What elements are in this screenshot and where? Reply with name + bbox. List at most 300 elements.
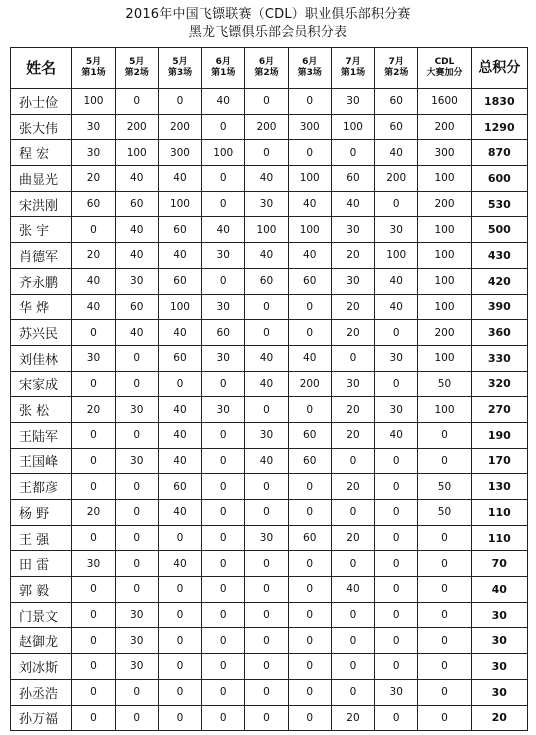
- round-score-cell: 40: [245, 371, 288, 397]
- round-score-cell: 0: [375, 525, 418, 551]
- round-score-cell: 30: [331, 371, 374, 397]
- round-score-cell: 30: [115, 268, 158, 294]
- round-score-cell: 0: [72, 474, 115, 500]
- round-score-cell: 0: [375, 602, 418, 628]
- round-score-cell: 0: [375, 705, 418, 731]
- round-score-cell: 0: [375, 474, 418, 500]
- round-score-cell: 40: [158, 500, 201, 526]
- round-score-cell: 100: [331, 114, 374, 140]
- round-score-cell: 0: [202, 371, 245, 397]
- round-score-cell: 60: [158, 474, 201, 500]
- round-score-cell: 0: [288, 602, 331, 628]
- table-row: [11, 114, 528, 140]
- round-score-cell: 0: [202, 268, 245, 294]
- player-name: 刘冰斯: [11, 654, 72, 680]
- total-score-cell: 30: [471, 628, 527, 654]
- table-row: [11, 422, 528, 448]
- round-score-cell: 200: [245, 114, 288, 140]
- player-name: 王都彦: [11, 474, 72, 500]
- table-row: [11, 89, 528, 115]
- round-score-cell: 0: [375, 191, 418, 217]
- round-score-cell: 0: [158, 654, 201, 680]
- round-score-cell: 30: [115, 448, 158, 474]
- cdl-bonus-cell: 100: [418, 345, 471, 371]
- round-score-cell: 0: [115, 500, 158, 526]
- round-score-cell: 40: [115, 166, 158, 192]
- round-score-cell: 40: [72, 268, 115, 294]
- round-score-cell: 100: [288, 217, 331, 243]
- round-score-cell: 30: [245, 525, 288, 551]
- round-score-cell: 0: [245, 705, 288, 731]
- table-row: [11, 191, 528, 217]
- total-score-cell: 170: [471, 448, 527, 474]
- cdl-bonus-cell: 0: [418, 628, 471, 654]
- cdl-bonus-cell: 0: [418, 679, 471, 705]
- round-score-cell: 60: [158, 268, 201, 294]
- table-row: [11, 628, 528, 654]
- round-score-cell: 0: [288, 705, 331, 731]
- cdl-bonus-cell: 0: [418, 705, 471, 731]
- round-score-cell: 0: [158, 577, 201, 603]
- round-score-cell: 20: [72, 166, 115, 192]
- table-row: [11, 217, 528, 243]
- cdl-bonus-cell: 0: [418, 525, 471, 551]
- round-score-cell: 0: [115, 474, 158, 500]
- total-score-cell: 390: [471, 294, 527, 320]
- round-score-cell: 0: [375, 577, 418, 603]
- player-name: 宋家成: [11, 371, 72, 397]
- round-score-cell: 0: [375, 551, 418, 577]
- round-score-cell: 0: [288, 500, 331, 526]
- round-score-cell: 0: [245, 294, 288, 320]
- round-score-cell: 0: [245, 679, 288, 705]
- table-row: [11, 705, 528, 731]
- header-round: 7月 第2场: [375, 48, 418, 89]
- round-score-cell: 40: [331, 577, 374, 603]
- round-score-cell: 60: [331, 166, 374, 192]
- round-score-cell: 0: [331, 628, 374, 654]
- table-row: [11, 294, 528, 320]
- round-score-cell: 0: [331, 500, 374, 526]
- player-name: 王陆军: [11, 422, 72, 448]
- total-score-cell: 30: [471, 654, 527, 680]
- round-score-cell: 40: [245, 448, 288, 474]
- round-score-cell: 40: [375, 422, 418, 448]
- cdl-bonus-cell: 50: [418, 500, 471, 526]
- table-row: [11, 551, 528, 577]
- round-score-cell: 0: [245, 654, 288, 680]
- round-score-cell: 40: [202, 89, 245, 115]
- round-score-cell: 30: [375, 345, 418, 371]
- round-score-cell: 0: [158, 89, 201, 115]
- round-score-cell: 100: [202, 140, 245, 166]
- round-score-cell: 0: [72, 422, 115, 448]
- round-score-cell: 40: [158, 243, 201, 269]
- cdl-bonus-cell: 200: [418, 114, 471, 140]
- round-score-cell: 0: [158, 628, 201, 654]
- cdl-bonus-cell: 50: [418, 474, 471, 500]
- round-score-cell: 0: [72, 705, 115, 731]
- table-row: [11, 525, 528, 551]
- total-score-cell: 360: [471, 320, 527, 346]
- round-score-cell: 0: [115, 679, 158, 705]
- total-score-cell: 600: [471, 166, 527, 192]
- round-score-cell: 40: [72, 294, 115, 320]
- round-score-cell: 0: [202, 422, 245, 448]
- round-score-cell: 0: [115, 551, 158, 577]
- round-score-cell: 0: [202, 551, 245, 577]
- round-score-cell: 60: [375, 114, 418, 140]
- table-row: [11, 371, 528, 397]
- total-score-cell: 190: [471, 422, 527, 448]
- round-score-cell: 40: [115, 320, 158, 346]
- round-score-cell: 0: [115, 89, 158, 115]
- round-score-cell: 30: [331, 89, 374, 115]
- round-score-cell: 0: [202, 474, 245, 500]
- score-table: [10, 47, 528, 731]
- round-score-cell: 0: [288, 551, 331, 577]
- title-block: [0, 6, 536, 42]
- title-line-1: 2016年中国飞镖联赛（CDL）职业俱乐部积分赛: [125, 7, 411, 22]
- round-score-cell: 60: [288, 268, 331, 294]
- round-score-cell: 0: [245, 89, 288, 115]
- round-score-cell: 300: [288, 114, 331, 140]
- player-name: 肖德军: [11, 243, 72, 269]
- round-score-cell: 0: [288, 294, 331, 320]
- table-row: [11, 577, 528, 603]
- round-score-cell: 0: [115, 371, 158, 397]
- round-score-cell: 100: [158, 191, 201, 217]
- round-score-cell: 0: [158, 705, 201, 731]
- round-score-cell: 30: [331, 217, 374, 243]
- round-score-cell: 0: [331, 140, 374, 166]
- cdl-bonus-cell: 0: [418, 602, 471, 628]
- player-name: 曲显光: [11, 166, 72, 192]
- player-name: 孙万福: [11, 705, 72, 731]
- round-score-cell: 30: [115, 602, 158, 628]
- round-score-cell: 20: [331, 474, 374, 500]
- table-row: [11, 243, 528, 269]
- round-score-cell: 0: [158, 602, 201, 628]
- round-score-cell: 40: [375, 294, 418, 320]
- round-score-cell: 40: [245, 345, 288, 371]
- player-name: 王 强: [11, 525, 72, 551]
- round-score-cell: 200: [115, 114, 158, 140]
- header-round: 6月 第1场: [202, 48, 245, 89]
- player-name: 赵御龙: [11, 628, 72, 654]
- cdl-bonus-cell: 100: [418, 397, 471, 423]
- round-score-cell: 0: [245, 602, 288, 628]
- cdl-bonus-cell: 0: [418, 448, 471, 474]
- round-score-cell: 60: [288, 525, 331, 551]
- round-score-cell: 30: [375, 679, 418, 705]
- round-score-cell: 0: [331, 602, 374, 628]
- round-score-cell: 60: [115, 191, 158, 217]
- round-score-cell: 40: [158, 422, 201, 448]
- total-score-cell: 500: [471, 217, 527, 243]
- round-score-cell: 40: [375, 140, 418, 166]
- cdl-bonus-cell: 1600: [418, 89, 471, 115]
- round-score-cell: 40: [158, 320, 201, 346]
- player-name: 张大伟: [11, 114, 72, 140]
- round-score-cell: 40: [245, 243, 288, 269]
- header-round: 5月 第3场: [158, 48, 201, 89]
- total-score-cell: 430: [471, 243, 527, 269]
- round-score-cell: 30: [202, 243, 245, 269]
- round-score-cell: 30: [245, 422, 288, 448]
- round-score-cell: 30: [72, 140, 115, 166]
- score-table-body: [11, 89, 528, 731]
- cdl-bonus-cell: 0: [418, 654, 471, 680]
- round-score-cell: 0: [72, 525, 115, 551]
- header-round: 6月 第3场: [288, 48, 331, 89]
- round-score-cell: 30: [331, 268, 374, 294]
- round-score-cell: 20: [331, 243, 374, 269]
- round-score-cell: 0: [245, 320, 288, 346]
- round-score-cell: 40: [331, 191, 374, 217]
- round-score-cell: 300: [158, 140, 201, 166]
- round-score-cell: 30: [72, 345, 115, 371]
- round-score-cell: 200: [158, 114, 201, 140]
- round-score-cell: 20: [331, 705, 374, 731]
- round-score-cell: 0: [72, 371, 115, 397]
- total-score-cell: 110: [471, 500, 527, 526]
- round-score-cell: 40: [202, 217, 245, 243]
- total-score-cell: 1290: [471, 114, 527, 140]
- round-score-cell: 20: [72, 243, 115, 269]
- round-score-cell: 0: [115, 422, 158, 448]
- round-score-cell: 0: [245, 500, 288, 526]
- round-score-cell: 0: [158, 525, 201, 551]
- round-score-cell: 100: [245, 217, 288, 243]
- round-score-cell: 0: [202, 654, 245, 680]
- round-score-cell: 100: [288, 166, 331, 192]
- title-line-2: 黑龙飞镖俱乐部会员积分表: [188, 25, 348, 40]
- round-score-cell: 0: [115, 345, 158, 371]
- player-name: 张 松: [11, 397, 72, 423]
- round-score-cell: 0: [288, 140, 331, 166]
- round-score-cell: 0: [202, 166, 245, 192]
- round-score-cell: 0: [288, 397, 331, 423]
- round-score-cell: 0: [331, 679, 374, 705]
- round-score-cell: 40: [158, 166, 201, 192]
- round-score-cell: 30: [72, 114, 115, 140]
- player-name: 杨 野: [11, 500, 72, 526]
- header-name: 姓名: [11, 48, 72, 89]
- round-score-cell: 30: [375, 217, 418, 243]
- player-name: 程 宏: [11, 140, 72, 166]
- round-score-cell: 20: [331, 294, 374, 320]
- round-score-cell: 40: [158, 551, 201, 577]
- round-score-cell: 30: [245, 191, 288, 217]
- total-score-cell: 270: [471, 397, 527, 423]
- round-score-cell: 0: [72, 628, 115, 654]
- total-score-cell: 110: [471, 525, 527, 551]
- round-score-cell: 0: [202, 705, 245, 731]
- round-score-cell: 30: [115, 654, 158, 680]
- header-round: 6月 第2场: [245, 48, 288, 89]
- player-name: 宋洪刚: [11, 191, 72, 217]
- round-score-cell: 0: [288, 474, 331, 500]
- round-score-cell: 0: [202, 191, 245, 217]
- round-score-cell: 40: [288, 345, 331, 371]
- round-score-cell: 0: [72, 320, 115, 346]
- player-name: 门景文: [11, 602, 72, 628]
- total-score-cell: 70: [471, 551, 527, 577]
- round-score-cell: 60: [288, 448, 331, 474]
- round-score-cell: 0: [245, 577, 288, 603]
- round-score-cell: 60: [288, 422, 331, 448]
- header-row: [11, 48, 528, 89]
- round-score-cell: 0: [202, 577, 245, 603]
- total-score-cell: 30: [471, 602, 527, 628]
- round-score-cell: 100: [115, 140, 158, 166]
- round-score-cell: 20: [331, 422, 374, 448]
- round-score-cell: 0: [202, 602, 245, 628]
- cdl-bonus-cell: 0: [418, 577, 471, 603]
- round-score-cell: 20: [72, 500, 115, 526]
- table-row: [11, 474, 528, 500]
- round-score-cell: 30: [72, 551, 115, 577]
- table-row: [11, 602, 528, 628]
- round-score-cell: 0: [245, 474, 288, 500]
- round-score-cell: 0: [331, 551, 374, 577]
- round-score-cell: 0: [202, 114, 245, 140]
- cdl-bonus-cell: 100: [418, 243, 471, 269]
- round-score-cell: 0: [288, 628, 331, 654]
- round-score-cell: 0: [375, 320, 418, 346]
- round-score-cell: 20: [331, 525, 374, 551]
- total-score-cell: 870: [471, 140, 527, 166]
- round-score-cell: 60: [375, 89, 418, 115]
- round-score-cell: 0: [72, 448, 115, 474]
- round-score-cell: 40: [288, 243, 331, 269]
- round-score-cell: 0: [288, 679, 331, 705]
- cdl-bonus-cell: 200: [418, 320, 471, 346]
- round-score-cell: 20: [72, 397, 115, 423]
- cdl-bonus-cell: 300: [418, 140, 471, 166]
- round-score-cell: 0: [245, 628, 288, 654]
- header-round: 5月 第1场: [72, 48, 115, 89]
- round-score-cell: 0: [331, 448, 374, 474]
- round-score-cell: 0: [202, 679, 245, 705]
- round-score-cell: 0: [288, 320, 331, 346]
- round-score-cell: 40: [158, 397, 201, 423]
- round-score-cell: 0: [375, 500, 418, 526]
- round-score-cell: 30: [202, 294, 245, 320]
- table-row: [11, 345, 528, 371]
- table-row: [11, 500, 528, 526]
- player-name: 齐永鹏: [11, 268, 72, 294]
- round-score-cell: 0: [288, 89, 331, 115]
- total-score-cell: 130: [471, 474, 527, 500]
- cdl-bonus-cell: 0: [418, 551, 471, 577]
- round-score-cell: 60: [245, 268, 288, 294]
- round-score-cell: 40: [375, 268, 418, 294]
- cdl-bonus-cell: 100: [418, 166, 471, 192]
- round-score-cell: 0: [245, 397, 288, 423]
- round-score-cell: 0: [202, 525, 245, 551]
- round-score-cell: 0: [72, 577, 115, 603]
- round-score-cell: 40: [115, 217, 158, 243]
- player-name: 刘佳林: [11, 345, 72, 371]
- header-cdl-bonus: CDL 大赛加分: [418, 48, 471, 89]
- cdl-bonus-cell: 100: [418, 268, 471, 294]
- round-score-cell: 100: [375, 243, 418, 269]
- table-row: [11, 397, 528, 423]
- player-name: 华 烨: [11, 294, 72, 320]
- total-score-cell: 30: [471, 679, 527, 705]
- round-score-cell: 60: [158, 217, 201, 243]
- header-round: 7月 第1场: [331, 48, 374, 89]
- round-score-cell: 0: [115, 525, 158, 551]
- round-score-cell: 0: [72, 217, 115, 243]
- total-score-cell: 530: [471, 191, 527, 217]
- round-score-cell: 0: [202, 628, 245, 654]
- table-row: [11, 320, 528, 346]
- round-score-cell: 0: [158, 679, 201, 705]
- round-score-cell: 0: [202, 448, 245, 474]
- cdl-bonus-cell: 50: [418, 371, 471, 397]
- round-score-cell: 0: [115, 705, 158, 731]
- round-score-cell: 0: [158, 371, 201, 397]
- player-name: 苏兴民: [11, 320, 72, 346]
- round-score-cell: 30: [375, 397, 418, 423]
- round-score-cell: 20: [331, 397, 374, 423]
- cdl-bonus-cell: 100: [418, 217, 471, 243]
- round-score-cell: 0: [245, 551, 288, 577]
- player-name: 田 雷: [11, 551, 72, 577]
- cdl-bonus-cell: 100: [418, 294, 471, 320]
- round-score-cell: 0: [375, 371, 418, 397]
- round-score-cell: 60: [158, 345, 201, 371]
- table-row: [11, 140, 528, 166]
- round-score-cell: 200: [375, 166, 418, 192]
- player-name: 孙士俭: [11, 89, 72, 115]
- round-score-cell: 0: [331, 345, 374, 371]
- total-score-cell: 20: [471, 705, 527, 731]
- player-name: 张 宇: [11, 217, 72, 243]
- player-name: 王国峰: [11, 448, 72, 474]
- total-score-cell: 420: [471, 268, 527, 294]
- round-score-cell: 30: [115, 397, 158, 423]
- round-score-cell: 40: [158, 448, 201, 474]
- round-score-cell: 60: [202, 320, 245, 346]
- header-total: 总积分: [471, 48, 527, 89]
- total-score-cell: 320: [471, 371, 527, 397]
- round-score-cell: 30: [202, 345, 245, 371]
- table-row: [11, 448, 528, 474]
- player-name: 孙丞浩: [11, 679, 72, 705]
- total-score-cell: 330: [471, 345, 527, 371]
- round-score-cell: 100: [158, 294, 201, 320]
- total-score-cell: 40: [471, 577, 527, 603]
- round-score-cell: 0: [72, 679, 115, 705]
- round-score-cell: 0: [202, 500, 245, 526]
- round-score-cell: 20: [331, 320, 374, 346]
- cdl-bonus-cell: 0: [418, 422, 471, 448]
- round-score-cell: 0: [375, 448, 418, 474]
- round-score-cell: 40: [115, 243, 158, 269]
- round-score-cell: 0: [72, 602, 115, 628]
- round-score-cell: 30: [115, 628, 158, 654]
- table-row: [11, 679, 528, 705]
- round-score-cell: 0: [72, 654, 115, 680]
- round-score-cell: 0: [375, 628, 418, 654]
- round-score-cell: 60: [72, 191, 115, 217]
- round-score-cell: 0: [375, 654, 418, 680]
- round-score-cell: 40: [245, 166, 288, 192]
